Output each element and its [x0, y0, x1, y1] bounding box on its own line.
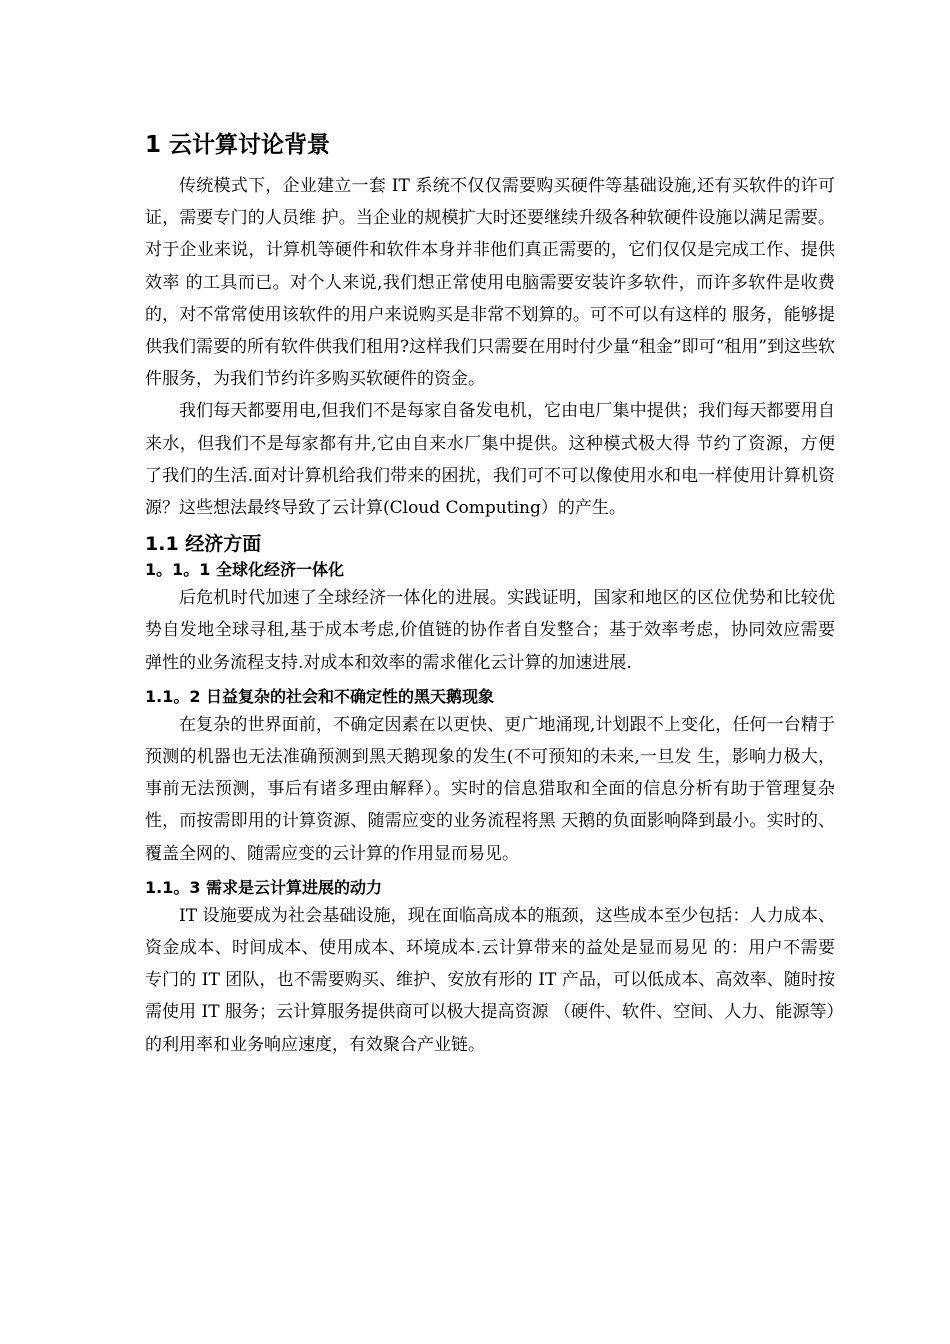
- section-heading-1: 1 云计算讨论背景: [145, 132, 331, 158]
- subsection-heading-1-1-3: 1.1。3 需求是云计算进展的动力: [145, 877, 383, 897]
- subsection-paragraph-1-1-1: 后危机时代加速了全球经济一体化的进展。实践证明，国家和地区的区位优势和比较优势自发地全球寻租,基于成本考虑,价值链的协作者自发整合；基于效率考虑，协同效应需要弹性的业务流程支持.对成本和效率的需求催化云计算的加速进展.: [145, 588, 835, 673]
- subsection-paragraph-1-1-2: 在复杂的世界面前，不确定因素在以更快、更广地涌现,计划跟不上变化，任何一台精于预测的机器也无法准确预测到黑天鹅现象的发生(不可预知的未来,一旦发 生，影响力极大，事前无法预测，事后有诸多理由解释）。实时的信息猎取和全面的信息分析有助于管理复杂性，而按需即用的计算资源、随需应变的业务流程将黑 天鹅的负面影响降到最小。实时的、覆盖全网的、随需应变的云计算的作用显而易见。: [145, 714, 835, 864]
- subsection-paragraph-1-1-3: IT 设施要成为社会基础设施，现在面临高成本的瓶颈，这些成本至少包括：人力成本、资金成本、时间成本、使用成本、环境成本.云计算带来的益处是显而易见 的：用户不需要专门的 IT 团队，也不需要购买、维护、安放有形的 IT 产品，可以低成本、高效率、随时按需使用 IT 服务；云计算服务提供商可以极大提高资源 （硬件、软件、空间、人力、能源等）的利用率和业务响应速度，有效聚合产业链。: [145, 905, 835, 1055]
- document-page: [145, 128, 835, 1061]
- subsection-heading-1-1-1: 1。1。1 全球化经济一体化: [145, 560, 344, 580]
- subsection-heading-1-1-2: 1.1。2 日益复杂的社会和不确定性的黑天鹅现象: [145, 686, 495, 706]
- section-heading-1-1: 1.1 经济方面: [145, 533, 262, 556]
- intro-paragraph-2: 我们每天都要用电,但我们不是每家自备发电机，它由电厂集中提供；我们每天都要用自来水，但我们不是每家都有井,它由自来水厂集中提供。这种模式极大得 节约了资源，方便了我们的生活.面对计算机给我们带来的困扰，我们可不可以像使用水和电一样使用计算机资源？这些想法最终导致了云计算(Cloud Computing）的产生。: [145, 401, 835, 519]
- intro-paragraph-1: 传统模式下，企业建立一套 IT 系统不仅仅需要购买硬件等基础设施,还有买软件的许可证，需要专门的人员维 护。当企业的规模扩大时还要继续升级各种软硬件设施以满足需要。对于企业来说，计算机等硬件和软件本身并非他们真正需要的，它们仅仅是完成工作、提供效率 的工具而已。对个人来说,我们想正常使用电脑需要安装许多软件，而许多软件是收费的，对不常常使用该软件的用户来说购买是非常不划算的。可不可以有这样的 服务，能够提供我们需要的所有软件供我们租用?这样我们只需要在用时付少量“租金”即可“租用”到这些软件服务，为我们节约许多购买软硬件的资金。: [145, 176, 835, 390]
